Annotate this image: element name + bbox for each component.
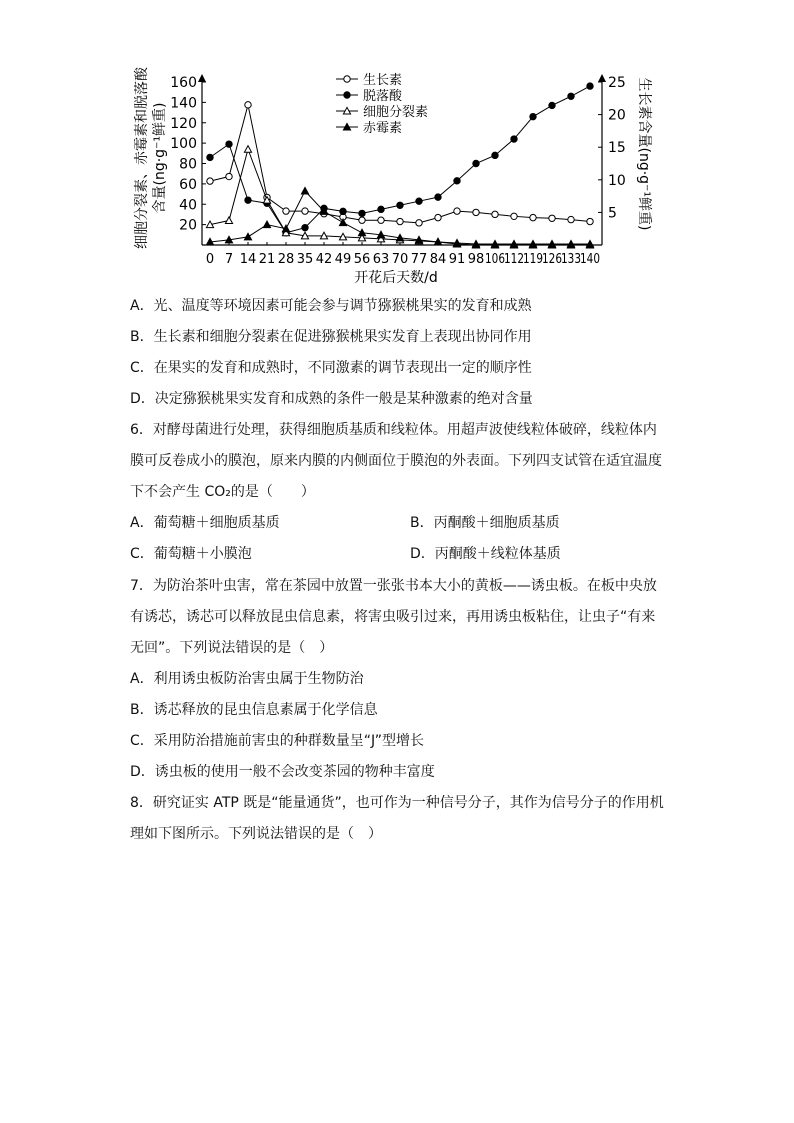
right-tick-label: 25	[608, 75, 626, 91]
data-point-series-0	[245, 102, 251, 108]
x-tick-label: 63	[372, 252, 390, 267]
q7-stem-line-1: 7．为防治茶叶虫害，常在茶园中放置一张张书本大小的黄板——诱虫板。在板中央放	[130, 578, 657, 594]
data-point-series-3	[244, 233, 251, 240]
legend-label: 细胞分裂素	[363, 105, 429, 120]
data-point-series-1	[549, 102, 555, 108]
data-point-series-0	[359, 217, 365, 223]
x-tick-label: 112	[504, 252, 524, 267]
data-point-series-0	[283, 208, 289, 214]
x-tick-label: 35	[296, 252, 314, 267]
x-tick-label: 133	[561, 252, 581, 267]
q6-option-c: C．葡萄糖＋小膜泡	[130, 546, 252, 562]
data-point-series-1	[530, 113, 536, 119]
data-point-series-3	[358, 229, 365, 236]
right-tick-label: 15	[608, 140, 626, 157]
data-point-series-1	[416, 198, 422, 204]
legend-label: 赤霉素	[363, 121, 403, 136]
q7-stem-line-2: 有诱芯，诱芯可以释放昆虫信息素，将害虫吸引过来，再用诱虫板粘住，让虫子“有来	[130, 609, 656, 625]
x-tick-label: 0	[205, 252, 215, 267]
x-tick-label: 106	[485, 252, 505, 267]
left-tick-label: 120	[170, 115, 197, 132]
data-point-series-0	[473, 209, 479, 215]
data-point-series-0	[530, 214, 536, 220]
data-point-series-1	[207, 154, 213, 160]
q7-option-d: D．诱虫板的使用一般不会改变茶园的物种丰富度	[130, 764, 435, 780]
right-tick-label: 10	[608, 172, 626, 189]
data-point-series-0	[511, 213, 517, 219]
q8-stem-line-1: 8．研究证实 ATP 既是“能量通货”，也可作为一种信号分子，其作为信号分子的作用机	[130, 795, 664, 811]
data-point-series-0	[492, 211, 498, 217]
data-point-series-1	[302, 224, 308, 230]
q5-option-a: A．光、温度等环境因素可能会参与调节猕猴桃果实的发育和成熟	[130, 298, 532, 314]
left-axis-arrow	[198, 74, 206, 82]
legend-marker	[344, 76, 350, 82]
q7-option-a: A．利用诱虫板防治害虫属于生物防治	[130, 671, 364, 687]
data-point-series-0	[416, 220, 422, 226]
q5-option-d: D．决定猕猴桃果实发育和成熟的条件一般是某种激素的绝对含量	[130, 391, 533, 407]
data-point-series-1	[511, 136, 517, 142]
q7-option-b: B．诱芯释放的昆虫信息素属于化学信息	[130, 702, 378, 718]
right-axis-label: 生长素含量(ng·g⁻¹鲜重)	[636, 77, 652, 231]
data-point-series-3	[263, 221, 270, 228]
hormone-chart	[130, 62, 670, 292]
x-axis-label: 开花后天数/d	[354, 270, 438, 286]
data-point-series-1	[340, 208, 346, 214]
data-point-series-1	[397, 202, 403, 208]
x-tick-label: 56	[353, 252, 371, 267]
data-point-series-1	[378, 206, 384, 212]
left-tick-label: 60	[179, 176, 197, 193]
data-point-series-3	[339, 219, 346, 226]
data-point-series-0	[302, 208, 308, 214]
x-tick-label: 119	[523, 252, 543, 267]
x-tick-label: 70	[391, 252, 409, 267]
data-point-series-0	[435, 214, 441, 220]
q6-stem-line-1: 6．对酵母菌进行处理，获得细胞质基质和线粒体。用超声波使线粒体破碎，线粒体内	[130, 422, 657, 438]
q6-option-b: B．丙酮酸＋细胞质基质	[410, 515, 560, 531]
left-tick-label: 140	[170, 95, 197, 112]
data-point-series-0	[549, 215, 555, 221]
x-tick-label: 7	[224, 252, 234, 267]
data-point-series-0	[454, 208, 460, 214]
data-point-series-1	[454, 178, 460, 184]
data-point-series-0	[378, 217, 384, 223]
x-tick-label: 49	[334, 252, 352, 267]
left-tick-label: 80	[179, 156, 197, 173]
data-point-series-1	[359, 210, 365, 216]
q5-option-c: C．在果实的发育和成熟时，不同激素的调节表现出一定的顺序性	[130, 360, 532, 376]
data-point-series-0	[587, 218, 593, 224]
data-point-series-0	[226, 173, 232, 179]
x-tick-label: 28	[277, 252, 295, 267]
legend-label: 生长素	[363, 73, 403, 88]
x-tick-label: 126	[542, 252, 562, 267]
left-axis-label-line-1: 细胞分裂素、赤霉素和脱落酸	[134, 67, 150, 249]
left-tick-label: 40	[179, 197, 197, 214]
x-tick-label: 98	[467, 252, 485, 267]
right-tick-label: 5	[608, 205, 617, 222]
data-point-series-1	[473, 160, 479, 166]
data-point-series-2	[244, 146, 251, 153]
x-tick-label: 14	[239, 252, 257, 267]
data-point-series-1	[435, 194, 441, 200]
x-tick-label: 21	[258, 252, 276, 267]
left-axis-label-line-2: 含量(ng·g⁻¹鲜重)	[152, 102, 168, 214]
data-point-series-1	[568, 93, 574, 99]
q8-stem-line-2: 理如下图所示。下列说法错误的是（ ）	[130, 826, 382, 842]
x-tick-label: 42	[315, 252, 333, 267]
left-tick-label: 100	[170, 136, 197, 153]
legend-label: 脱落酸	[363, 89, 403, 104]
q7-option-c: C．采用防治措施前害虫的种群数量呈“J”型增长	[130, 733, 424, 749]
right-tick-label: 20	[608, 107, 626, 124]
q5-option-b: B．生长素和细胞分裂素在促进猕猴桃果实发育上表现出协同作用	[130, 329, 532, 345]
data-point-series-0	[207, 178, 213, 184]
data-point-series-1	[492, 152, 498, 158]
left-tick-label: 20	[179, 217, 197, 234]
data-point-series-1	[245, 197, 251, 203]
q6-stem-line-3: 下不会产生 CO₂的是（ ）	[130, 484, 315, 500]
q7-stem-line-3: 无回”。下列说法错误的是（ ）	[130, 640, 334, 656]
data-point-series-0	[397, 218, 403, 224]
x-tick-label: 140	[580, 252, 600, 267]
data-point-series-1	[587, 83, 593, 89]
q6-stem-line-2: 膜可反卷成小的膜泡，原来内膜的内侧面位于膜泡的外表面。下列四支试管在适宜温度	[130, 453, 662, 469]
right-axis-arrow	[598, 74, 606, 82]
data-point-series-1	[226, 141, 232, 147]
left-tick-label: 160	[170, 75, 197, 91]
q6-option-d: D．丙酮酸＋线粒体基质	[410, 546, 561, 562]
x-tick-label: 84	[429, 252, 447, 267]
data-point-series-3	[301, 187, 308, 194]
x-tick-label: 77	[410, 252, 428, 267]
x-tick-label: 91	[448, 252, 466, 267]
q6-option-a: A．葡萄糖＋细胞质基质	[130, 515, 280, 531]
data-point-series-2	[225, 217, 232, 224]
data-point-series-0	[568, 216, 574, 222]
legend-marker	[344, 92, 350, 98]
